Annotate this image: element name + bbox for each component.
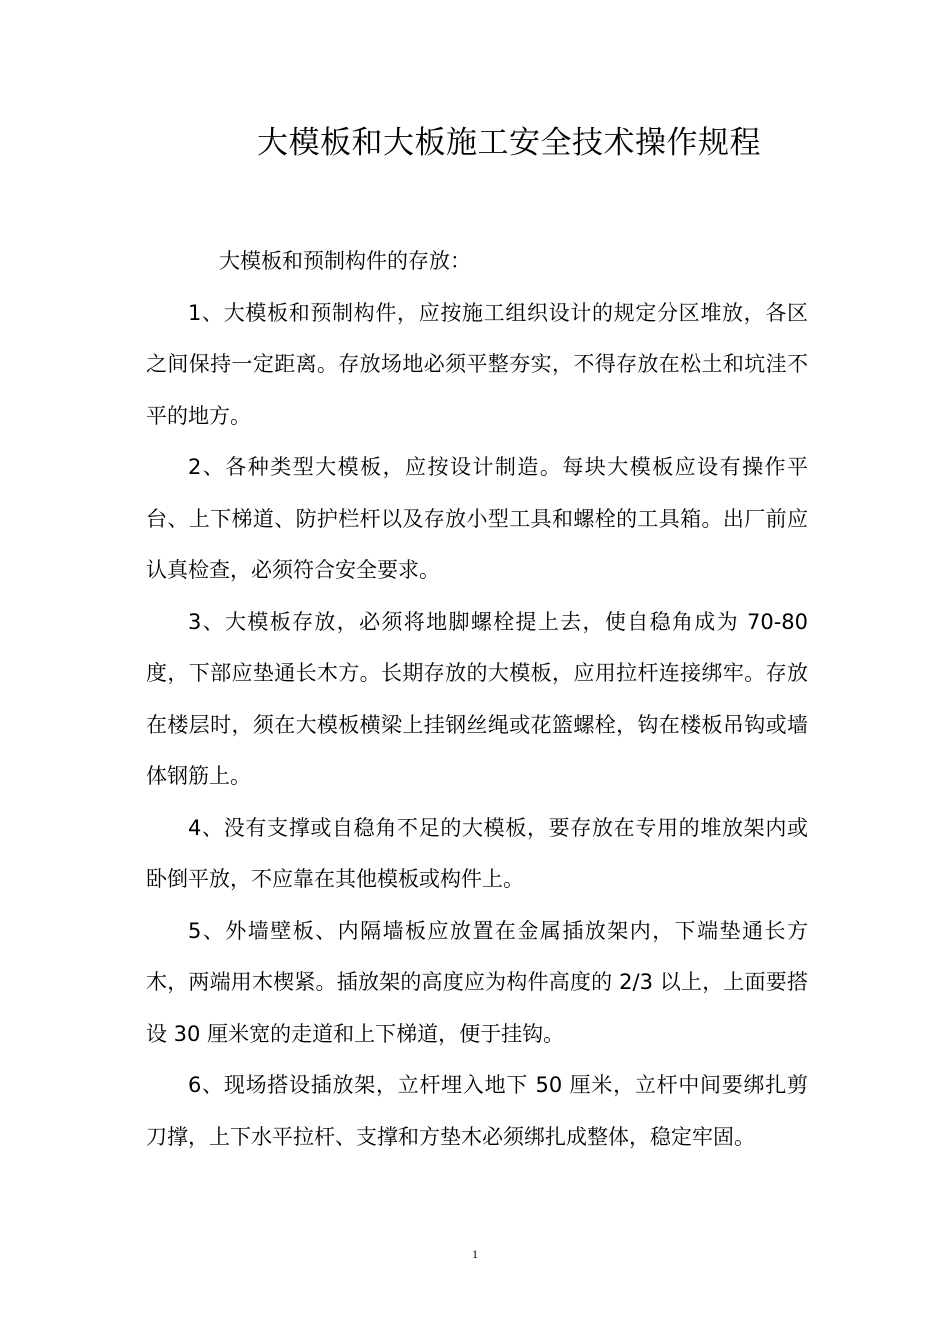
paragraph-item-5: 5、外墙壁板、内隔墙板应放置在金属插放架内，下端垫通长方木，两端用木楔紧。插放架的高度应为构件高度的 2/3 以上，上面要搭设 30 厘米宽的走道和上下梯道，便于挂钩。	[146, 918, 808, 1046]
paragraph-item-1: 1、大模板和预制构件，应按施工组织设计的规定分区堆放，各区之间保持一定距离。存放场地必须平整夯实，不得存放在松土和坑洼不平的地方。	[146, 300, 808, 428]
page-number: 1	[472, 1247, 478, 1261]
paragraph-item-2: 2、各种类型大模板，应按设计制造。每块大模板应设有操作平台、上下梯道、防护栏杆以及存放小型工具和螺栓的工具箱。出厂前应认真检查，必须符合安全要求。	[146, 455, 808, 582]
paragraph-item-4: 4、没有支撑或自稳角不足的大模板，要存放在专用的堆放架内或卧倒平放，不应靠在其他模板或构件上。	[146, 815, 808, 891]
document-title: 大模板和大板施工安全技术操作规程	[257, 125, 761, 161]
paragraph-item-6: 6、现场搭设插放架，立杆埋入地下 50 厘米，立杆中间要绑扎剪刀撑，上下水平拉杆、支撑和方垫木必须绑扎成整体，稳定牢固。	[146, 1073, 808, 1149]
paragraph-item-3: 3、大模板存放，必须将地脚螺栓提上去，使自稳角成为 70-80 度，下部应垫通长木方。长期存放的大模板，应用拉杆连接绑牢。存放在楼层时，须在大模板横梁上挂钢丝绳或花篮螺栓，钩在楼板吊钩或墙体钢筋上。	[146, 609, 808, 788]
section-heading: 大模板和预制构件的存放：	[219, 249, 471, 273]
document-body	[146, 236, 808, 1163]
